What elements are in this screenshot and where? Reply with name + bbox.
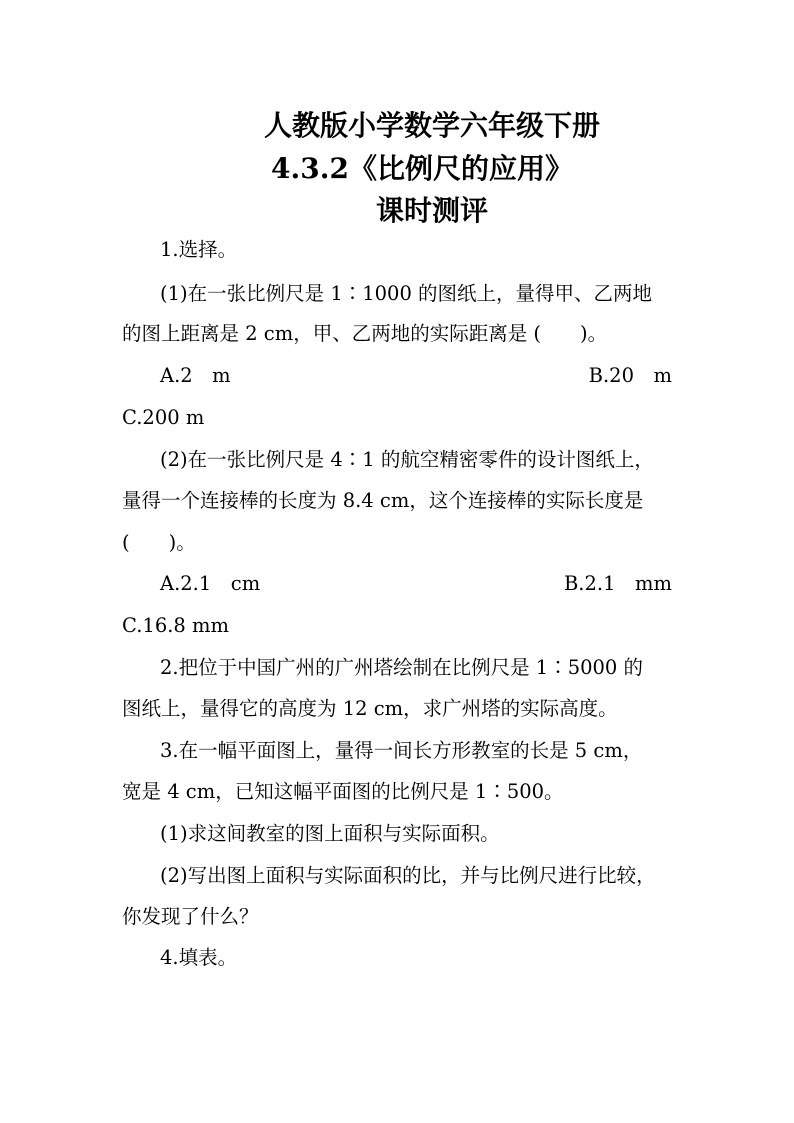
q2-line2: 图纸上，量得它的高度为 12 cm，求广州塔的实际高度。 xyxy=(122,697,618,720)
q3-line2: 宽是 4 cm，已知这幅平面图的比例尺是 1∶500。 xyxy=(122,780,564,803)
title-line-2: 4.3.2《比例尺的应用》 xyxy=(271,152,573,185)
q1-p1-line1: (1)在一张比例尺是 1∶1000 的图纸上，量得甲、乙两地 xyxy=(160,282,653,305)
title-line-3: 课时测评 xyxy=(375,194,488,227)
q3-sub1: (1)求这间教室的图上面积与实际面积。 xyxy=(160,822,500,845)
q1-p1-option-a: A.2 m xyxy=(160,364,231,387)
q1-heading: 1.选择。 xyxy=(160,238,238,261)
q1-p2-option-a: A.2.1 cm xyxy=(160,572,261,595)
q3-line1: 3.在一幅平面图上，量得一间长方形教室的长是 5 cm， xyxy=(160,739,643,762)
q1-p1-line2: 的图上距离是 2 cm，甲、乙两地的实际距离是 ( )。 xyxy=(122,322,608,345)
q3-sub2-line2: 你发现了什么？ xyxy=(122,905,259,928)
q1-p2-option-c: C.16.8 mm xyxy=(122,614,230,637)
q1-p1-option-c: C.200 m xyxy=(122,406,205,429)
q1-p2-line1: (2)在一张比例尺是 4∶1 的航空精密零件的设计图纸上， xyxy=(160,448,654,471)
q3-sub2-line1: (2)写出图上面积与实际面积的比，并与比例尺进行比较， xyxy=(160,864,656,887)
title-line-1: 人教版小学数学六年级下册 xyxy=(263,109,600,142)
q2-line1: 2.把位于中国广州的广州塔绘制在比例尺是 1∶5000 的 xyxy=(160,656,644,679)
q1-p2-line2: 量得一个连接棒的长度为 8.4 cm，这个连接棒的实际长度是 xyxy=(122,489,644,512)
q1-p2-line3: ( )。 xyxy=(122,531,196,554)
q4-heading: 4.填表。 xyxy=(160,946,238,969)
q1-p1-option-b: B.20 m xyxy=(588,364,672,387)
q1-p2-option-b: B.2.1 mm xyxy=(563,572,672,595)
